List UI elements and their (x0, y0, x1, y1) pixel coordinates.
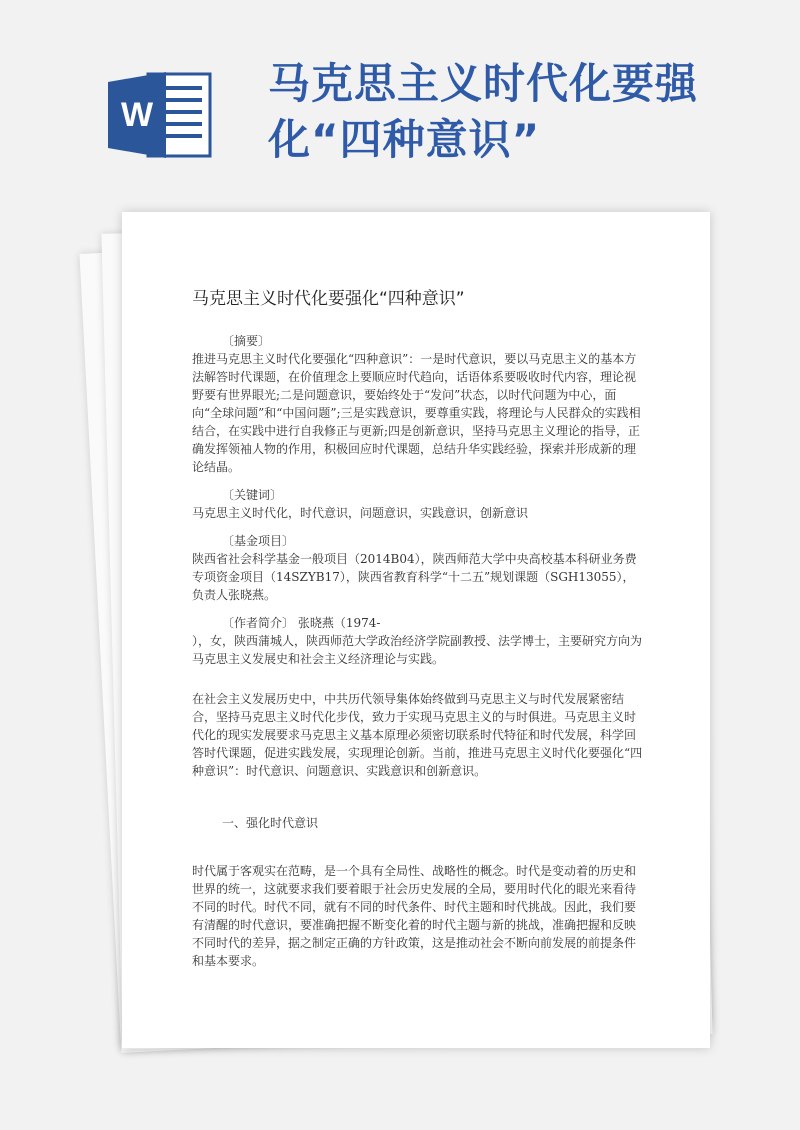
author-text: ），女，陕西蒲城人，陕西师范大学政治经济学院副教授、法学博士，主要研究方向为马克思主义发展史和社会主义经济理论与实践。 (192, 634, 643, 666)
section1-heading-block (192, 814, 644, 832)
author-line: 〔作者简介〕 张晓燕（1974- (222, 616, 381, 630)
fund-section (192, 532, 644, 604)
fund-text: 陕西省社会科学基金一般项目（2014B04），陕西师范大学中央高校基本科研业务费专项资金项目（14SZYB17），陕西省教育科学“十二五”规划课题（SGH13055），负责人张晓燕。 (192, 552, 637, 602)
fund-label: 〔基金项目〕 (222, 534, 295, 548)
section1-text: 时代属于客观实在范畴，是一个具有全局性、战略性的概念。时代是变动着的历史和世界的统一，这就要求我们要着眼于社会历史发展的全局，要用时代化的眼光来看待不同的时代。时代不同，就有不同的时代条件、时代主题和时代挑战。因此，我们要有清醒的时代意识，要准确把握不断变化着的时代主题与新的挑战，准确把握和反映不同时代的差异，据之制定正确的方针政策，这是推动社会不断向前发展的前提条件和基本要求。 (192, 864, 637, 968)
svg-text:W: W (120, 96, 154, 134)
abstract-label: 〔摘要〕 (222, 334, 271, 348)
abstract-text: 推进马克思主义时代化要强化“四种意识”：一是时代意识，要以马克思主义的基本方法解答时代课题，在价值理念上要顺应时代趋向，话语体系要吸收时代内容，理论视野要有世界眼光;二是问题意识，要始终处于“发问”状态，以时代问题为中心，面向“全球问题”和“中国问题”;三是实践意识，要尊重实践，将理论与人民群众的实践相结合，在实践中进行自我修正与更新;四是创新意识，坚持马克思主义理论的指导，正确发挥领袖人物的作用，积极回应时代课题，总结升华实践经验，探索并形成新的理论结晶。 (192, 352, 641, 474)
section-heading: 一、强化时代意识 (222, 816, 319, 830)
section1-body (192, 862, 644, 970)
intro-text: 在社会主义发展历史中，中共历代领导集体始终做到马克思主义与时代发展紧密结合，坚持马克思主义时代化步伐，致力于实现马克思主义的与时俱进。马克思主义时代化的现实发展要求马克思主义基本原理必须密切联系时代特征和时代发展，科学回答时代课题，促进实践发展，实现理论创新。当前，推进马克思主义时代化要强化“四种意识”：时代意识、问题意识、实践意识和创新意识。 (192, 692, 643, 778)
abstract-section (192, 332, 644, 476)
document-page (122, 212, 710, 1048)
keywords-section (192, 486, 644, 522)
document-title: 马克思主义时代化要强化“四种意识” (192, 289, 465, 309)
author-section (192, 614, 644, 668)
keywords-label: 〔关键词〕 (222, 488, 283, 502)
page-title: 马克思主义时代化要强化“四种意识” (268, 59, 699, 164)
word-document-icon (108, 70, 212, 160)
keywords-text: 马克思主义时代化，时代意识，问题意识，实践意识，创新意识 (192, 506, 529, 520)
intro-section (192, 690, 644, 780)
